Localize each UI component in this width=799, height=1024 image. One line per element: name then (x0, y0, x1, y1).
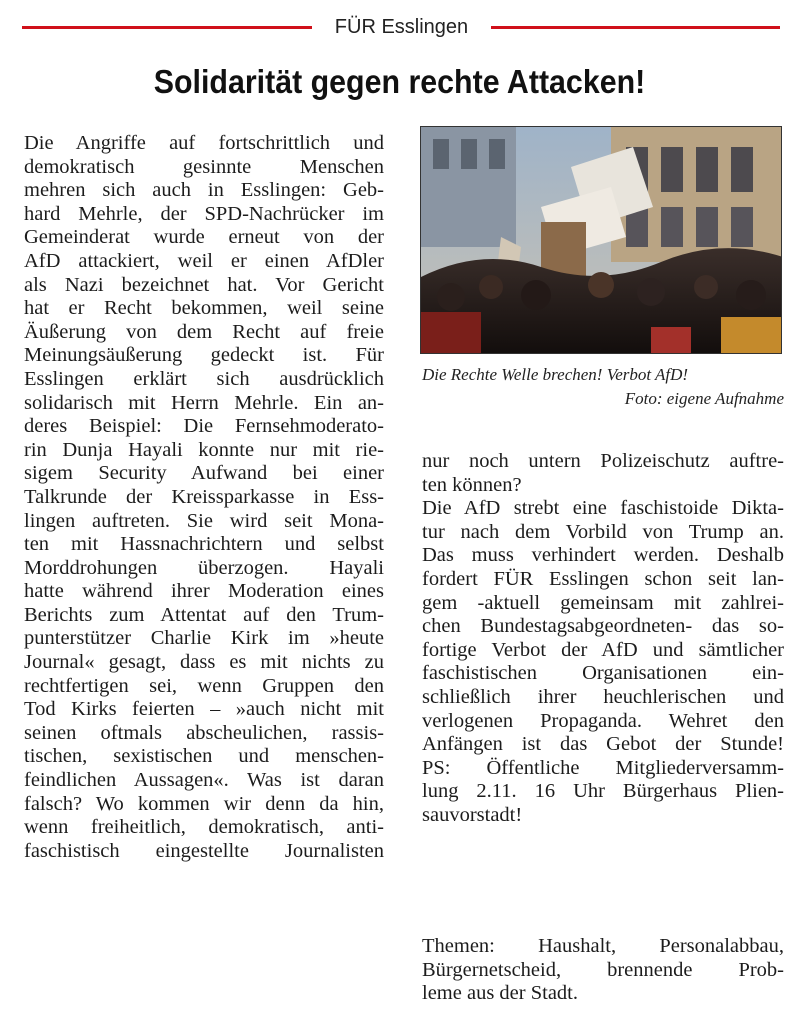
photo-credit: Foto: eigene Aufnahme (624, 389, 784, 408)
text-line: AfD attackiert, weil er einen AfDler (24, 249, 384, 272)
text-line: Talkrunde der Kreissparkasse in Ess- (24, 485, 384, 508)
text-line: demokratisch gesinnte Menschen (24, 155, 384, 178)
text-line: gem -aktuell gemeinsam mit zahlrei- (422, 591, 784, 614)
text-line: PS: Öffentliche Mitgliederversamm- (422, 756, 784, 779)
text-line: feindlichen Aussagen«. Was ist daran (24, 769, 384, 792)
text-line: als Nazi bezeichnet hat. Vor Gericht (24, 273, 384, 296)
text-line: Journal« gesagt, dass es mit nichts zu (24, 651, 384, 674)
text-line: ten können? (422, 473, 522, 496)
photo-caption: Die Rechte Welle brechen! Verbot AfD! (422, 365, 689, 384)
header-rule-right (491, 26, 780, 29)
demonstration-photo (420, 126, 782, 354)
article-themes (422, 935, 784, 1006)
text-line: punterstützer Charlie Kirk im »heute (24, 627, 384, 650)
text-line: verlogenen Propaganda. Wehret den (422, 709, 784, 732)
text-line: hat er Recht bekommen, weil seine (24, 297, 384, 320)
text-line: rin Dunja Hayali konnte nur mit rie- (24, 438, 384, 461)
demonstration-photo-image (421, 127, 782, 354)
text-line: Gemeinderat wurde erneut von der (24, 226, 384, 249)
text-line: Das muss verhindert werden. Deshalb (422, 544, 784, 567)
text-line: tischen, sexistischen und menschen- (24, 745, 384, 768)
text-line: rechtfertigen sei, wenn Gruppen den (24, 674, 384, 697)
text-line: falsch? Wo kommen wir denn da hin, (24, 792, 384, 815)
section-header (0, 14, 799, 40)
text-line: schließlich ihrer heuchlerischen und (422, 685, 784, 708)
text-line: leme aus der Stadt. (422, 982, 578, 1005)
text-line: Anfängen ist das Gebot der Stunde! (422, 733, 784, 756)
text-line: mehren sich auch in Esslingen: Geb- (24, 179, 384, 202)
text-line: Tod Kirks feierten – »auch nicht mit (24, 698, 384, 721)
text-line: Bürgernetscheid, brennende Prob- (422, 958, 784, 981)
text-line: sigem Security Aufwand bei einer (24, 462, 384, 485)
text-line: Die AfD strebt eine faschistoide Dikta- (422, 497, 784, 520)
text-line: nur noch untern Polizeischutz auftre- (422, 450, 784, 472)
text-line: fortige Verbot der AfD und sämtlicher (422, 638, 784, 661)
text-line: Äußerung von dem Recht auf freie (24, 320, 384, 343)
text-line: seinen oftmals abscheulichen, rassis- (24, 721, 384, 744)
text-line: Esslingen erklärt sich ausdrücklich (24, 367, 384, 390)
text-line: Meinungsäußerung gedeckt ist. Für (24, 344, 384, 367)
article-headline: Solidarität gegen rechte Attacken! (153, 63, 646, 100)
text-line: fordert FÜR Esslingen schon seit lan- (422, 567, 784, 590)
text-line: lung 2.11. 16 Uhr Bürgerhaus Plien- (422, 780, 784, 803)
text-line: solidarisch mit Herrn Mehrle. Ein an- (24, 391, 384, 414)
section-label: FÜR Esslingen (334, 16, 469, 38)
text-line: Morddrohungen überzogen. Hayali (24, 556, 384, 579)
text-line: faschistisch eingestellte Journalisten (24, 839, 384, 862)
text-line: faschistischen Organisationen ein- (422, 662, 784, 685)
text-line: chen Bundestagsabgeordneten- das so- (422, 615, 784, 638)
text-line: deres Beispiel: Die Fernsehmoderato- (24, 415, 384, 438)
text-line: lingen auftreten. Sie wird seit Mona- (24, 509, 384, 532)
text-line: tur nach dem Vorbild von Trump an. (422, 520, 784, 543)
header-rule-left (22, 26, 312, 29)
text-line: wenn freiheitlich, demokratisch, anti- (24, 816, 384, 839)
text-line: ten mit Hassnachrichtern und selbst (24, 533, 384, 556)
article-column-left (24, 132, 384, 863)
text-line: Die Angriffe auf fortschrittlich und (24, 132, 384, 154)
article-column-right (422, 450, 784, 828)
text-line: sauvorstadt! (422, 803, 523, 826)
text-line: Berichts zum Attentat auf den Trum- (24, 603, 384, 626)
text-line: Themen: Haushalt, Personalabbau, (422, 935, 784, 957)
text-line: hard Mehrle, der SPD-Nachrücker im (24, 202, 384, 225)
photo-caption-block (422, 363, 784, 411)
text-line: hatte während ihrer Moderation eines (24, 580, 384, 603)
